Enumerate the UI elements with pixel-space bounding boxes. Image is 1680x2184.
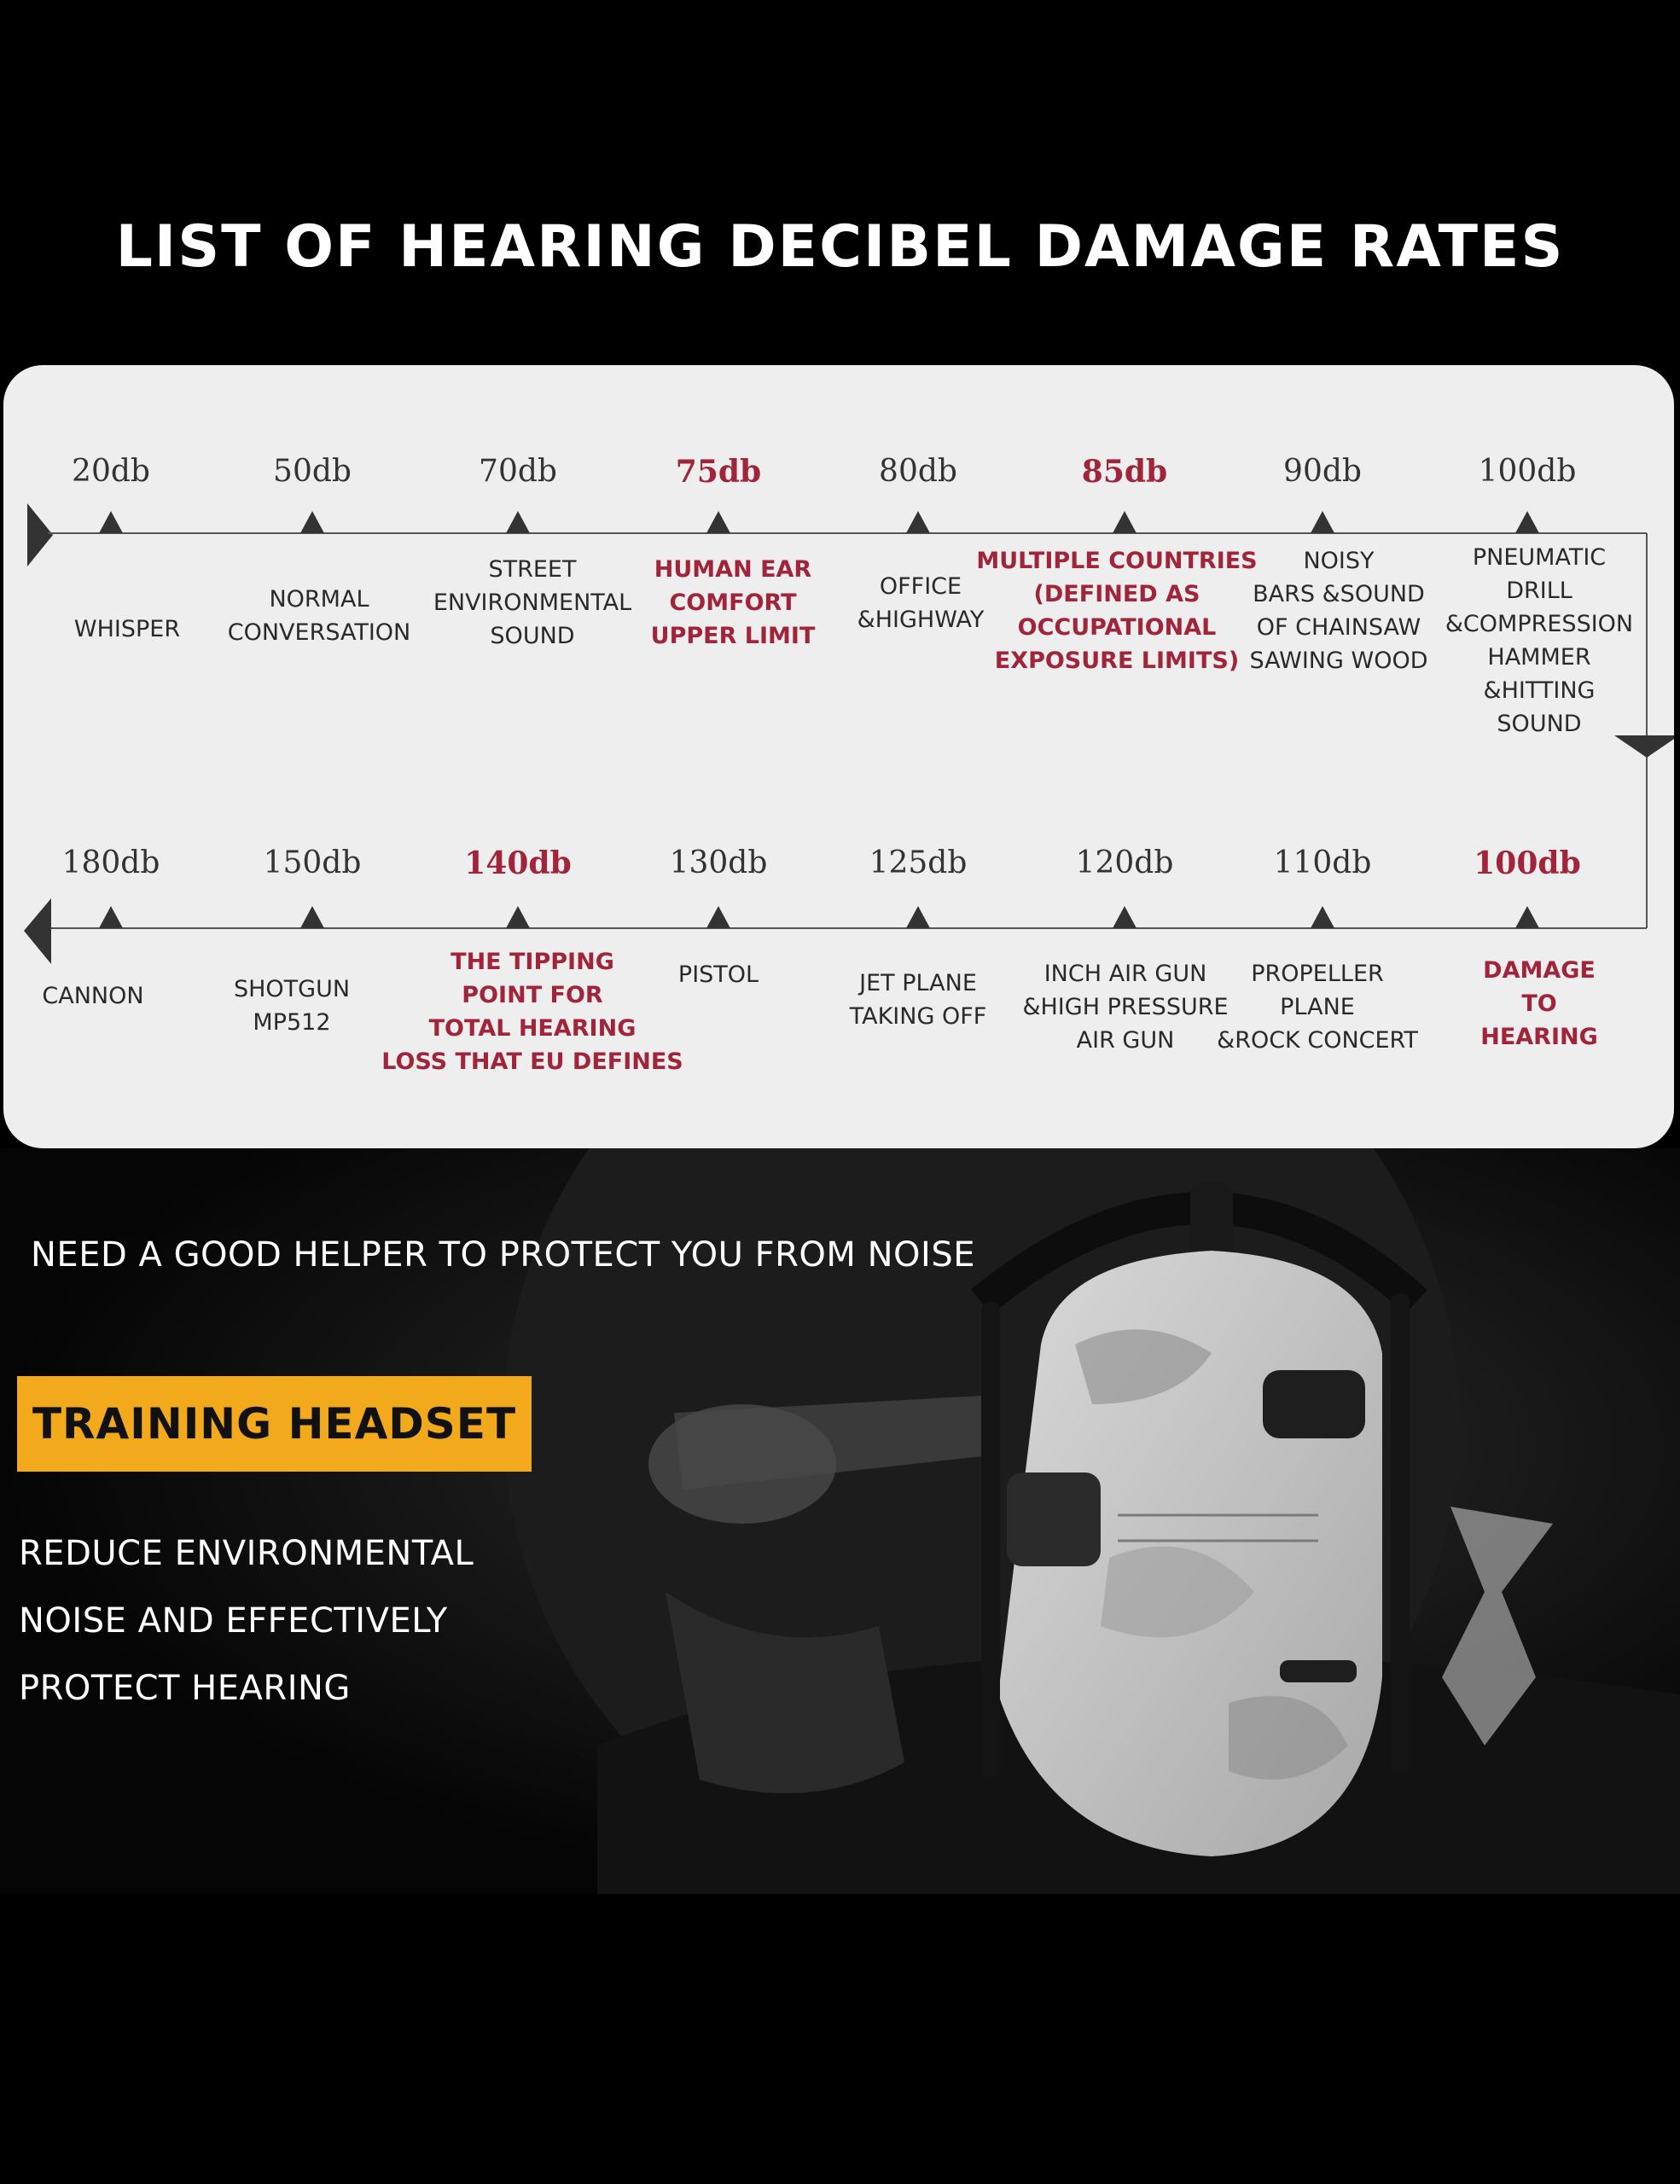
tick-marker bbox=[1311, 906, 1334, 928]
decibel-label: 180db bbox=[61, 845, 160, 880]
speaker-grille-icon bbox=[1007, 1472, 1101, 1566]
decibel-label: 90db bbox=[1283, 454, 1362, 489]
tick-marker bbox=[1515, 906, 1539, 928]
tagline: NEED A GOOD HELPER TO PROTECT YOU FROM NOISE bbox=[31, 1235, 975, 1275]
tick-marker bbox=[1515, 511, 1539, 533]
row1-start-arrow bbox=[27, 503, 53, 566]
tick-marker bbox=[99, 511, 123, 533]
decibel-description: WHISPER bbox=[73, 616, 181, 642]
decibel-description: PISTOL bbox=[677, 961, 759, 988]
feature-line: PROTECT HEARING bbox=[19, 1669, 351, 1708]
decibel-label: 140db bbox=[464, 845, 572, 881]
decibel-description: JET PLANE TAKING OFF bbox=[849, 970, 987, 1030]
decibel-label: 100db bbox=[1474, 845, 1581, 881]
decibel-label: 110db bbox=[1273, 845, 1372, 880]
cup-button-icon bbox=[1280, 1660, 1357, 1682]
decibel-description: THE TIPPING POINT FOR TOTAL HEARING LOSS THAT EU DEFINES bbox=[381, 949, 683, 1075]
decibel-description: STREET ENVIRONMENTAL SOUND bbox=[433, 556, 632, 649]
feature-line: NOISE AND EFFECTIVELY bbox=[19, 1601, 448, 1641]
decibel-description: NOISY BARS &SOUND OF CHAINSAW SAWING WOOD bbox=[1249, 548, 1428, 674]
decibel-label: 75db bbox=[675, 454, 762, 490]
tick-marker bbox=[300, 906, 324, 928]
goggles-lens bbox=[648, 1404, 836, 1524]
headband-arm bbox=[981, 1302, 1000, 1780]
decibel-description: DAMAGE TO HEARING bbox=[1480, 957, 1598, 1050]
tick-marker bbox=[906, 906, 930, 928]
decibel-label: 50db bbox=[273, 454, 352, 489]
tick-marker bbox=[706, 906, 730, 928]
row2-end-arrow bbox=[24, 898, 51, 964]
decibel-label: 80db bbox=[879, 454, 957, 489]
decibel-label: 70db bbox=[479, 454, 557, 489]
tick-marker bbox=[300, 511, 324, 533]
training-headset-badge: TRAINING HEADSET bbox=[17, 1376, 532, 1472]
decibel-description: SHOTGUN MP512 bbox=[233, 976, 351, 1036]
page-title: LIST OF HEARING DECIBEL DAMAGE RATES bbox=[115, 213, 1565, 281]
decibel-timeline-panel bbox=[3, 365, 1674, 1148]
tick-marker bbox=[1113, 511, 1136, 533]
decibel-description: PNEUMATIC DRILL &COMPRESSION HAMMER &HITTING SOUND bbox=[1445, 544, 1634, 737]
tick-marker bbox=[906, 511, 930, 533]
decibel-description: NORMAL CONVERSATION bbox=[227, 586, 411, 646]
decibel-description: PROPELLER PLANE &ROCK CONCERT bbox=[1217, 961, 1418, 1054]
decibel-description: INCH AIR GUN &HIGH PRESSURE AIR GUN bbox=[1022, 961, 1229, 1054]
decibel-description: MULTIPLE COUNTRIES (DEFINED AS OCCUPATIONAL EXPOSURE LIMITS) bbox=[976, 548, 1258, 674]
decibel-label: 130db bbox=[669, 845, 768, 880]
headband-arm bbox=[1391, 1293, 1410, 1771]
tick-marker bbox=[506, 511, 530, 533]
decibel-description: HUMAN EAR COMFORT UPPER LIMIT bbox=[650, 556, 816, 649]
decibel-label: 125db bbox=[869, 845, 968, 880]
tick-marker bbox=[506, 906, 530, 928]
tick-marker bbox=[706, 511, 730, 533]
decibel-description: CANNON bbox=[42, 983, 144, 1009]
control-knob-icon bbox=[1263, 1370, 1365, 1438]
decibel-label: 150db bbox=[263, 845, 362, 880]
decibel-label: 20db bbox=[72, 454, 150, 489]
tick-marker bbox=[1113, 906, 1136, 928]
tick-marker bbox=[1311, 511, 1334, 533]
decibel-description: OFFICE &HIGHWAY bbox=[857, 573, 985, 633]
feature-text bbox=[19, 1520, 474, 1722]
decibel-label: 85db bbox=[1081, 454, 1168, 490]
decibel-timeline bbox=[3, 365, 1674, 1148]
decibel-label: 120db bbox=[1075, 845, 1174, 880]
feature-line: REDUCE ENVIRONMENTAL bbox=[19, 1534, 474, 1573]
decibel-label: 100db bbox=[1478, 454, 1577, 489]
tick-marker bbox=[99, 906, 123, 928]
